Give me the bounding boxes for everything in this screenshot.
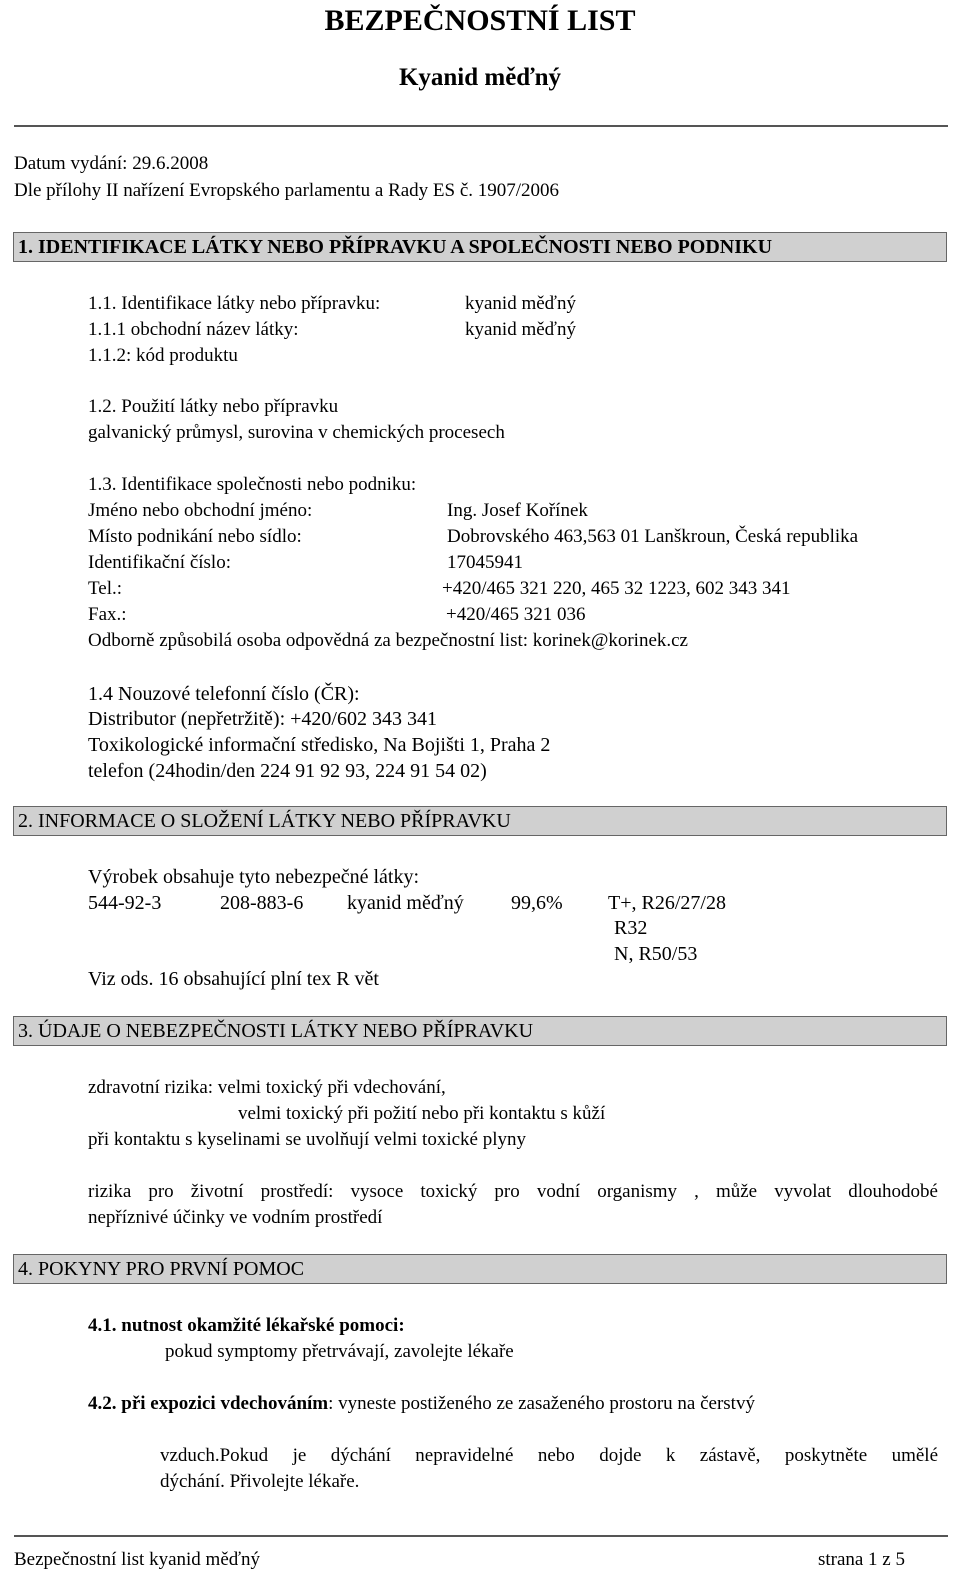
first-aid-4-2-cont-2: dýchání. Přivolejte lékaře. — [160, 1471, 360, 1492]
first-aid-4-1-label: 4.1. nutnost okamžité lékařské pomoci: — [88, 1315, 405, 1336]
emergency-line-2: Toxikologické informační středisko, Na Bojišti 1, Praha 2 — [88, 734, 551, 756]
document-title: BEZPEČNOSTNÍ LIST — [324, 4, 636, 37]
substance-name: kyanid měďný — [347, 892, 464, 914]
phone-value: +420/465 321 220, 465 32 1223, 602 343 341 — [442, 578, 791, 599]
health-risk-3: při kontaktu s kyselinami se uvolňují velmi toxické plyny — [88, 1129, 527, 1150]
id-label: 1.1. Identifikace látky nebo přípravku: — [88, 293, 381, 314]
company-seat-label: Místo podnikání nebo sídlo: — [88, 526, 302, 547]
footer-divider — [14, 1535, 948, 1537]
footer-document-name: Bezpečnostní list kyanid měďný — [14, 1549, 261, 1570]
fax-value: +420/465 321 036 — [446, 604, 586, 625]
first-aid-4-2-cont-1: vzduch.Pokud je dýchání nepravidelné nebo dojde k zástavě, poskytněte umělé — [160, 1445, 938, 1466]
company-name-value: Ing. Josef Kořínek — [447, 500, 588, 521]
first-aid-4-2-text: : vyneste postiženého ze zasaženého prostoru na čerstvý — [328, 1393, 755, 1414]
company-id-label: Identifikační číslo: — [88, 552, 231, 573]
first-aid-4-2-label: 4.2. při expozici vdechováním — [88, 1393, 329, 1414]
environmental-risk-2: nepříznivé účinky ve vodním prostředí — [88, 1207, 383, 1228]
trade-name-label: 1.1.1 obchodní název látky: — [88, 319, 299, 340]
company-label: 1.3. Identifikace společnosti nebo podniku: — [88, 474, 417, 495]
risk-phrase-3: N, R50/53 — [614, 943, 698, 965]
composition-intro: Výrobek obsahuje tyto nebezpečné látky: — [88, 866, 419, 888]
first-aid-4-2-line — [88, 1393, 755, 1415]
document-subtitle: Kyanid měďný — [398, 64, 562, 91]
risk-phrase-2: R32 — [614, 917, 648, 939]
id-value: kyanid měďný — [465, 293, 576, 314]
section-4-heading: 4. POKYNY PRO PRVNÍ POMOC — [13, 1254, 947, 1284]
cas-number: 544-92-3 — [88, 892, 162, 914]
emergency-line-3: telefon (24hodin/den 224 91 92 93, 224 91 54 02) — [88, 760, 487, 782]
responsible-person: Odborně způsobilá osoba odpovědná za bezpečnostní list: korinek@korinek.cz — [88, 630, 688, 651]
section-1-heading: 1. IDENTIFIKACE LÁTKY NEBO PŘÍPRAVKU A SPOLEČNOSTI NEBO PODNIKU — [13, 232, 947, 262]
product-code-label: 1.1.2: kód produktu — [88, 345, 238, 366]
use-value: galvanický průmysl, surovina v chemických procesech — [88, 422, 505, 443]
health-risk-2: velmi toxický při požití nebo při kontaktu s kůží — [238, 1103, 606, 1124]
emergency-line-1: Distributor (nepřetržitě): +420/602 343 341 — [88, 708, 437, 730]
emergency-label: 1.4 Nouzové telefonní číslo (ČR): — [88, 683, 360, 705]
company-id-value: 17045941 — [447, 552, 523, 573]
header-divider — [14, 125, 948, 127]
issue-date: Datum vydání: 29.6.2008 — [14, 153, 209, 174]
footer-page-number: strana 1 z 5 — [817, 1549, 905, 1570]
use-label: 1.2. Použití látky nebo přípravku — [88, 396, 339, 417]
company-seat-value: Dobrovského 463,563 01 Lanškroun, Česká republika — [447, 526, 859, 547]
fax-label: Fax.: — [88, 604, 127, 625]
section-3-heading: 3. ÚDAJE O NEBEZPEČNOSTI LÁTKY NEBO PŘÍPRAVKU — [13, 1016, 947, 1046]
phone-label: Tel.: — [88, 578, 123, 599]
ec-number: 208-883-6 — [220, 892, 304, 914]
first-aid-4-1-text: pokud symptomy přetrvávají, zavolejte lékaře — [165, 1341, 514, 1362]
composition-note: Viz ods. 16 obsahující plní tex R vět — [88, 968, 379, 990]
concentration: 99,6% — [511, 892, 563, 914]
section-2-heading: 2. INFORMACE O SLOŽENÍ LÁTKY NEBO PŘÍPRAVKU — [13, 806, 947, 836]
company-name-label: Jméno nebo obchodní jméno: — [88, 500, 313, 521]
environmental-risk-1: rizika pro životní prostředí: vysoce toxický pro vodní organismy , může vyvolat dlouhodobé — [88, 1181, 938, 1202]
regulation-reference: Dle přílohy II nařízení Evropského parlamentu a Rady ES č. 1907/2006 — [14, 180, 560, 201]
trade-name-value: kyanid měďný — [465, 319, 576, 340]
health-risk-1: zdravotní rizika: velmi toxický při vdechování, — [88, 1077, 446, 1098]
risk-phrase-1: T+, R26/27/28 — [608, 892, 726, 914]
